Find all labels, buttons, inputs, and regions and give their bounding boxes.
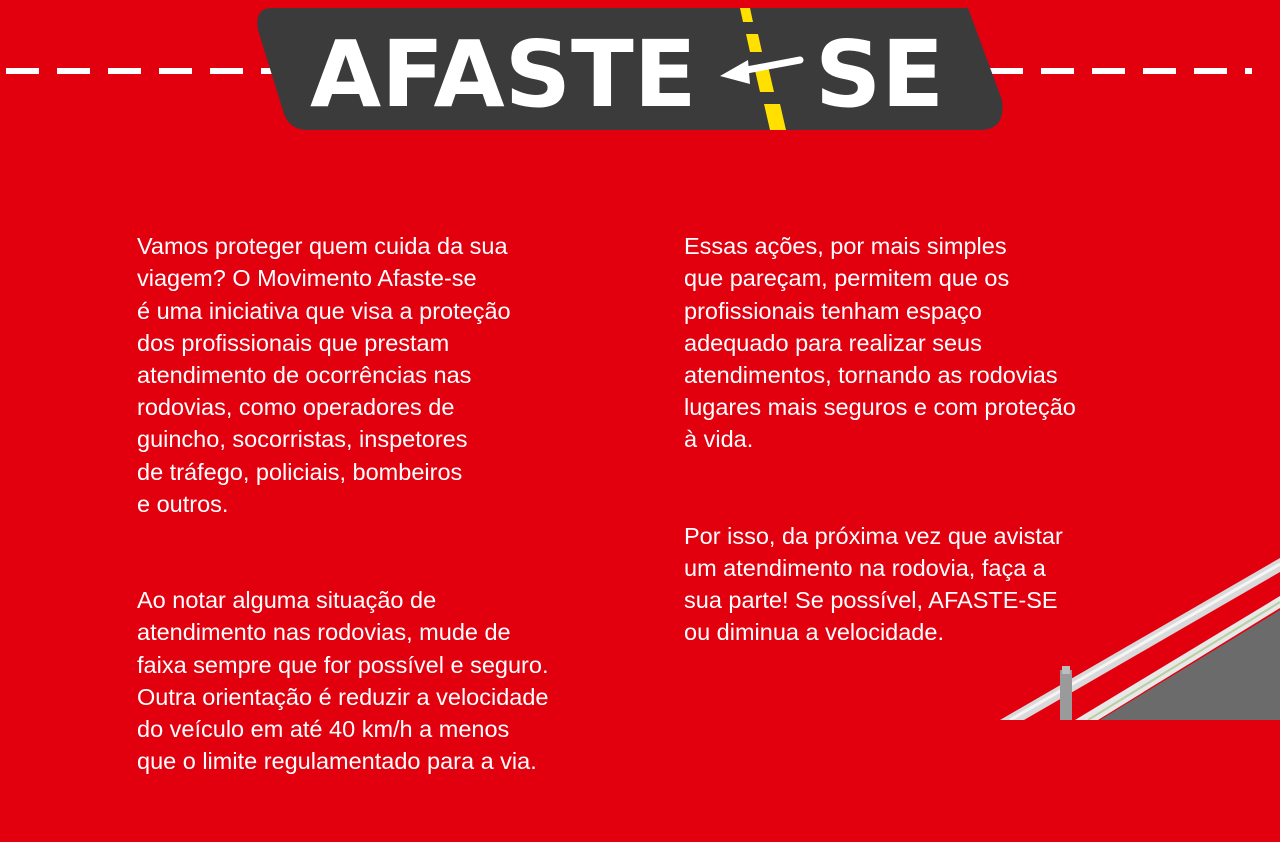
paragraph-call-to-action: Por isso, da próxima vez que avistar um atendimento na rodovia, faça a sua parte! Se possível, AFASTE-SE ou diminua a velocidade.: [684, 522, 1063, 646]
road-guardrail-illustration: [980, 540, 1280, 720]
dashed-line-right: [990, 68, 1252, 74]
paragraph-benefits: Essas ações, por mais simples que pareçam, permitem que os profissionais tenham espaço adequado para realizar seus atendimentos, tornando as rodovias lugares mais seguros e com proteção à vida.: [684, 233, 1076, 453]
left-text-column: [137, 198, 637, 842]
paragraph-guidance: Ao notar alguma situação de atendimento nas rodovias, mude de faixa sempre que for possível e seguro. Outra orientação é reduzir a velocidade do veículo em até 40 km/h a menos que o limite regulamentado para a via.: [137, 587, 549, 775]
logo-text-left: AFASTE: [310, 21, 697, 128]
dashed-line-left: [6, 68, 276, 74]
afaste-se-logo: [250, 0, 1010, 136]
paragraph-intro: Vamos proteger quem cuida da sua viagem? O Movimento Afaste-se é uma iniciativa que visa a proteção dos profissionais que prestam atendimento de ocorrências nas rodovias, como operadores de guincho, socorristas, inspetores de tráfego, policiais, bombeiros e outros.: [137, 233, 511, 517]
logo-text-right: SE: [815, 21, 945, 128]
